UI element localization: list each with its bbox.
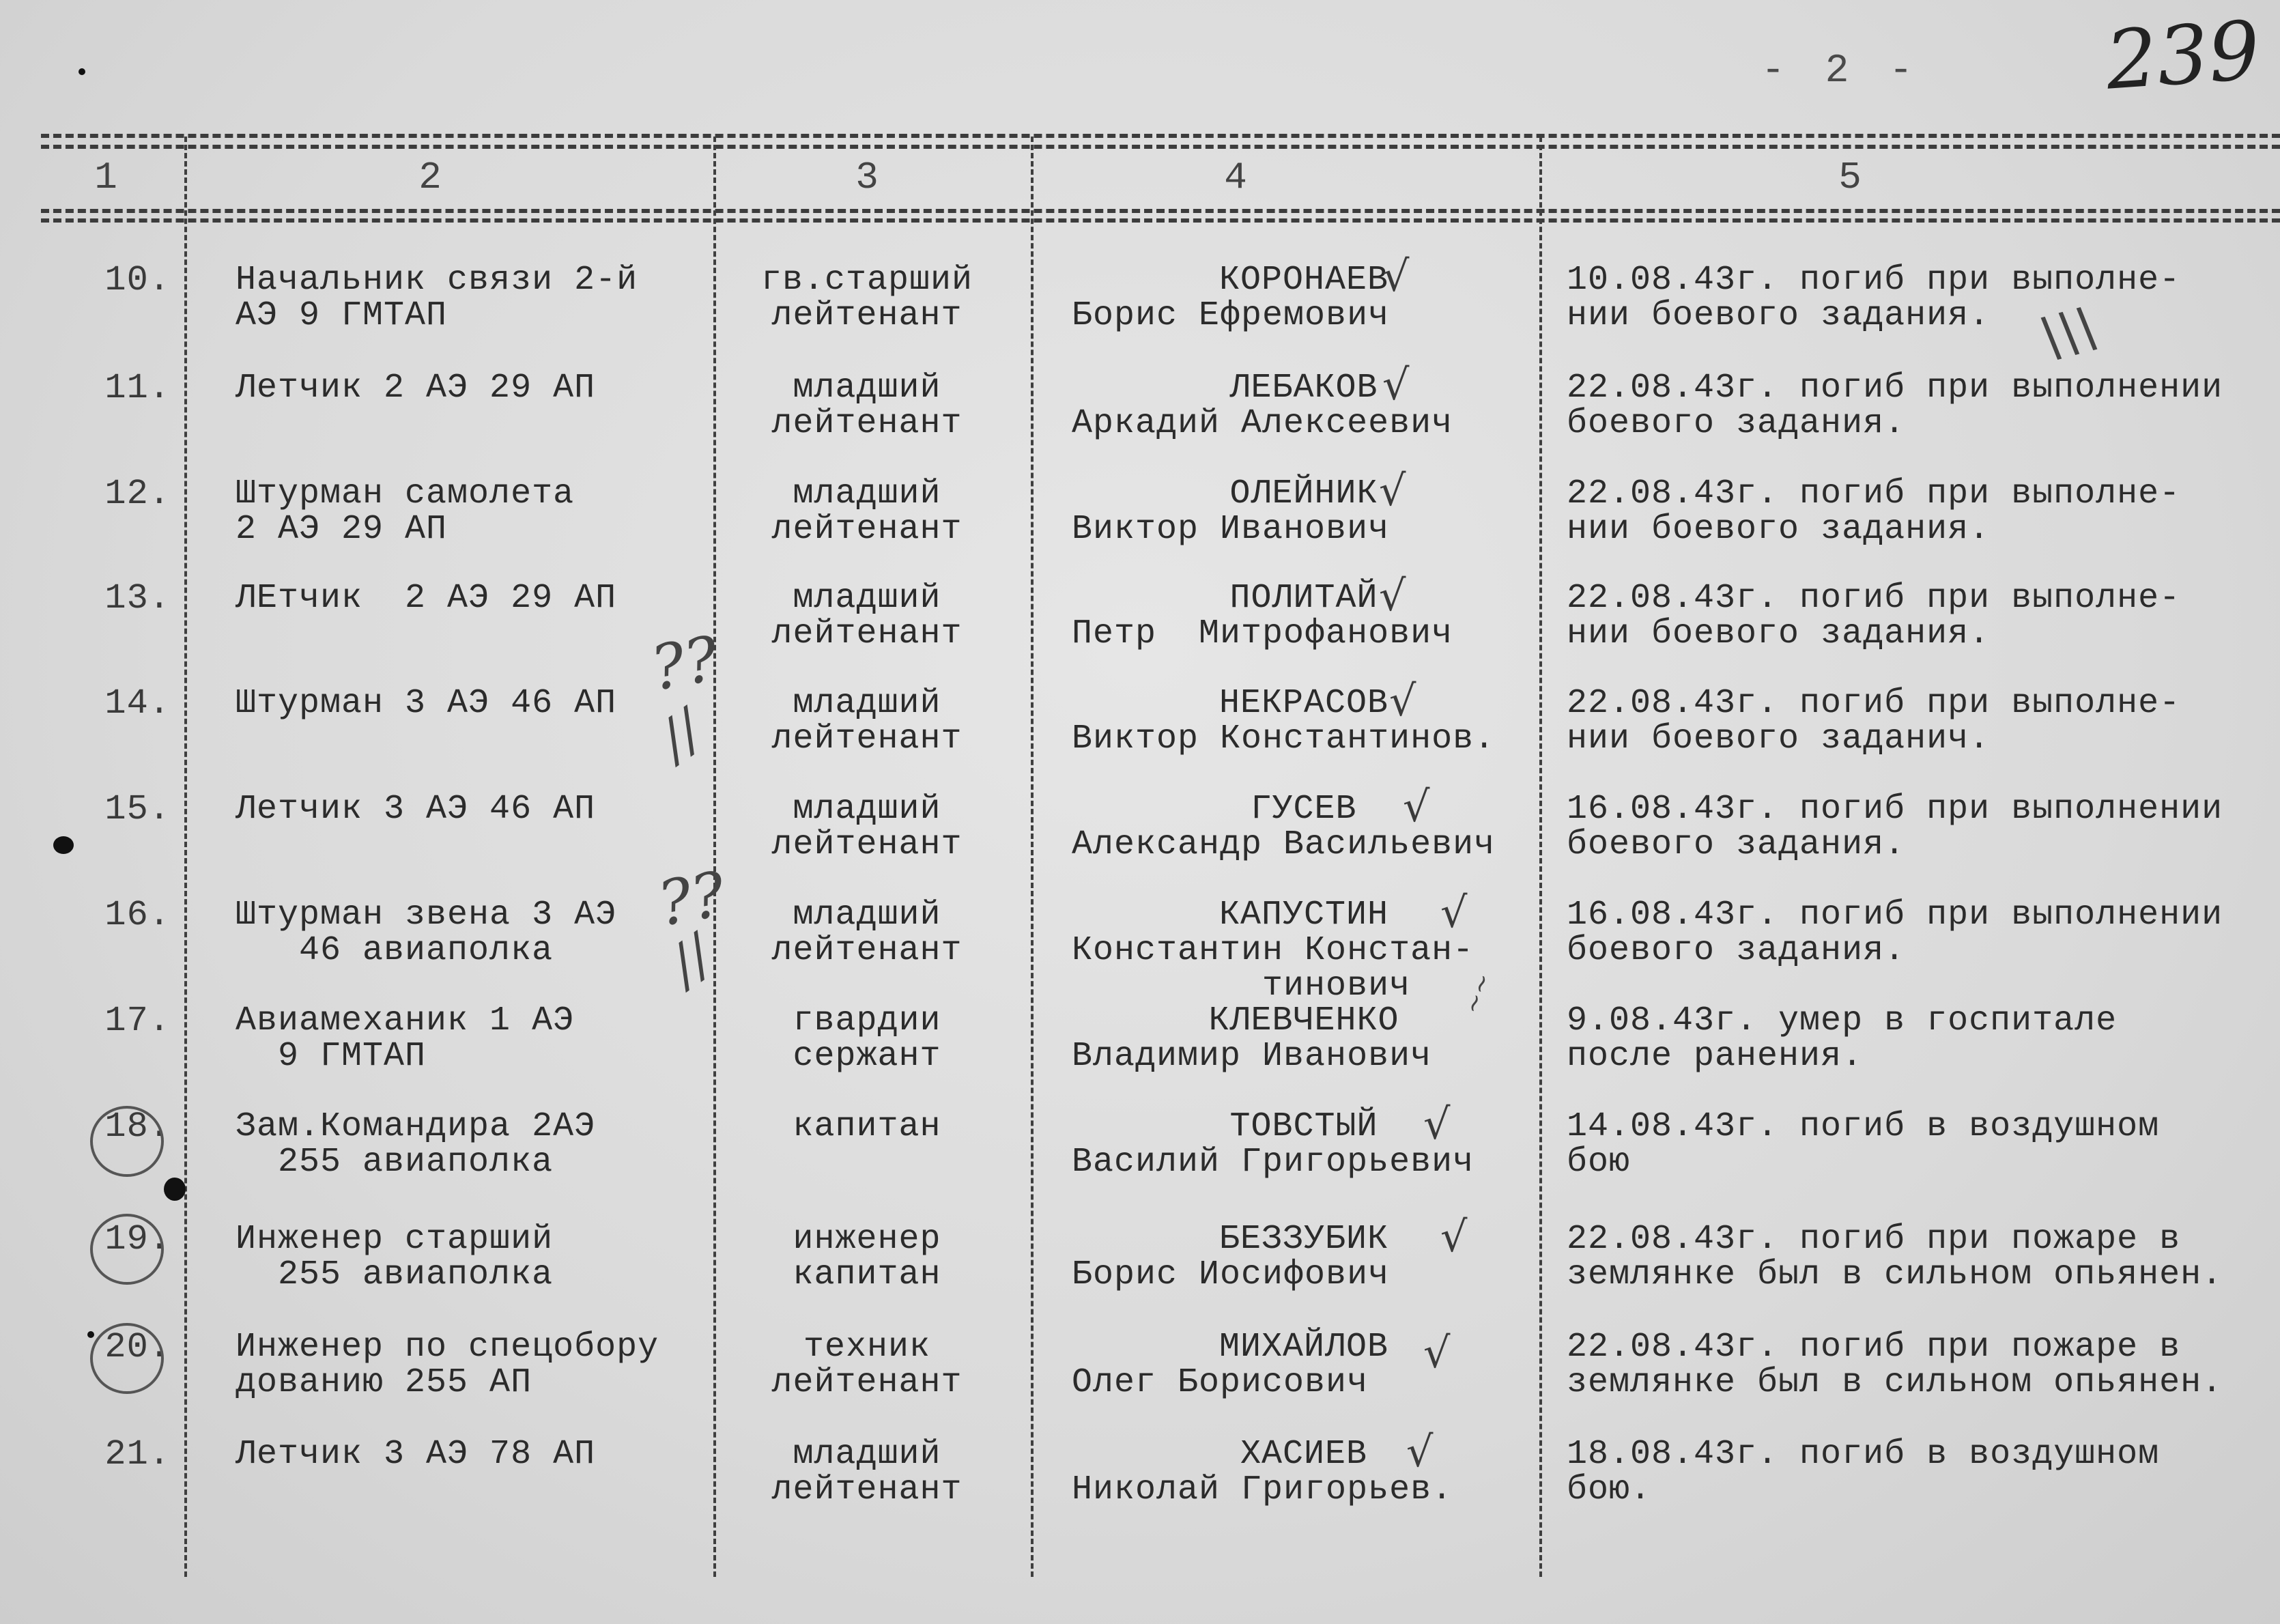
surname: ТОВСТЫЙ [1229, 1107, 1378, 1146]
handwritten-check-mark: √ [1403, 782, 1430, 831]
given-name: Николай Григорьев. [1072, 1470, 1453, 1509]
row-number: 17. [104, 1001, 171, 1041]
row-number: 18. [104, 1107, 171, 1147]
row-number: 16. [104, 895, 171, 935]
name-cell [1072, 263, 1536, 334]
archive-number-handwritten: 239 [2103, 3, 2263, 108]
row-number: 19. [104, 1219, 171, 1259]
surname: ОЛЕЙНИК [1229, 474, 1378, 513]
surname: КАПУСТИН [1219, 896, 1389, 935]
name-cell [1072, 476, 1536, 547]
position-cell: Штурман самолета 2 АЭ 29 АП [236, 474, 575, 549]
rank-cell: младший лейтенант [771, 474, 963, 549]
given-name: Константин Констан- тинович [1072, 931, 1474, 1006]
handwritten-check-mark: √ [1440, 1212, 1468, 1262]
handwritten-check-mark: √ [1423, 1328, 1451, 1378]
ink-dot [87, 1331, 94, 1338]
row-number: 21. [104, 1434, 171, 1475]
position-cell: Летчик 3 АЭ 46 АП [236, 790, 596, 829]
fate-cell: 9.08.43г. умер в госпитале после ранения. [1567, 1001, 2118, 1076]
given-name: Борис Ефремович [1072, 296, 1390, 335]
column-header-4: 4 [1224, 156, 1247, 199]
given-name: Олег Борисович [1072, 1363, 1369, 1402]
position-cell: Авиамеханик 1 АЭ 9 ГМТАП [236, 1001, 575, 1076]
row-number: 14. [104, 683, 171, 724]
rank-cell: младший лейтенант [771, 790, 963, 864]
fate-cell: 22.08.43г. погиб при пожаре в землянке был в сильном опьянен. [1567, 1220, 2223, 1294]
row-number: 12. [104, 474, 171, 514]
given-name: Владимир Иванович [1072, 1037, 1432, 1076]
position-cell: Летчик 2 АЭ 29 АП [236, 369, 596, 408]
name-cell [1072, 1330, 1536, 1401]
surname: МИХАЙЛОВ [1219, 1328, 1389, 1367]
row-number: 20. [104, 1327, 171, 1367]
position-cell: Зам.Командира 2АЭ 255 авиаполка [236, 1107, 596, 1182]
handwritten-question-mark: ?? [653, 858, 730, 941]
given-name: Виктор Константинов. [1072, 720, 1496, 758]
name-cell [1072, 1109, 1536, 1180]
name-cell [1072, 1003, 1536, 1074]
fate-cell: 16.08.43г. погиб при выполнении боевого задания. [1567, 790, 2223, 864]
surname: БЕЗЗУБИК [1219, 1220, 1389, 1259]
surname: ГУСЕВ [1251, 790, 1357, 829]
rank-cell: младший лейтенант [771, 896, 963, 970]
given-name: Виктор Иванович [1072, 510, 1390, 549]
handwritten-check-mark: √ [1440, 887, 1468, 937]
name-cell [1072, 1437, 1536, 1508]
given-name: Василий Григорьевич [1072, 1143, 1474, 1182]
handwritten-slash-mark: // [657, 923, 724, 997]
surname: КОРОНАЕВ [1219, 261, 1389, 300]
surname: ЛЕБАКОВ [1229, 369, 1378, 408]
name-cell [1072, 686, 1536, 757]
position-cell: ЛЕтчик 2 АЭ 29 АП [236, 579, 617, 618]
handwritten-check-mark: √ [1423, 1099, 1451, 1149]
handwritten-check-mark: √ [1379, 571, 1406, 621]
handwritten-note: ~~ [1457, 969, 1498, 1018]
position-cell: Инженер старший 255 авиаполка [236, 1220, 554, 1294]
rank-cell: капитан [793, 1107, 941, 1146]
rank-cell: техник лейтенант [771, 1328, 963, 1402]
row-number: 11. [104, 368, 171, 408]
handwritten-slash-mark: // [647, 698, 714, 772]
given-name: Петр Митрофанович [1072, 614, 1453, 653]
fate-cell: 22.08.43г. погиб при выполне- нии боевого задания. [1567, 474, 2181, 549]
position-cell: Начальник связи 2-й АЭ 9 ГМТАП [236, 261, 638, 335]
handwritten-check-mark: √ [1382, 251, 1410, 301]
name-cell [1072, 371, 1536, 442]
row-number-circle [90, 1106, 164, 1177]
rank-cell: инженер капитан [793, 1220, 941, 1294]
column-header-1: 1 [94, 156, 117, 199]
row-number-circle [90, 1214, 164, 1285]
fate-cell: 22.08.43г. погиб при выполне- нии боевого задания. [1567, 579, 2181, 653]
fate-cell: 16.08.43г. погиб при выполнении боевого задания. [1567, 896, 2223, 970]
rank-cell: гвардии сержант [793, 1001, 941, 1076]
rank-cell: младший лейтенант [771, 1435, 963, 1509]
row-number-circle [90, 1323, 164, 1394]
name-cell [1072, 792, 1536, 863]
name-cell [1072, 581, 1536, 652]
handwritten-question-mark: ?? [646, 623, 724, 705]
fate-cell: 18.08.43г. погиб в воздушном бою. [1567, 1435, 2160, 1509]
handwritten-check-mark: √ [1406, 1427, 1434, 1477]
surname: ХАСИЕВ [1240, 1435, 1368, 1474]
surname: НЕКРАСОВ [1219, 684, 1389, 723]
table-top-rule-double [41, 145, 2280, 149]
rank-cell: младший лейтенант [771, 369, 963, 443]
row-number: 13. [104, 578, 171, 618]
handwritten-scribble-mark: \\\ [2034, 294, 2104, 370]
fate-cell: 14.08.43г. погиб в воздушном бою [1567, 1107, 2160, 1182]
position-cell: Инженер по спецобору дованию 255 АП [236, 1328, 659, 1402]
rank-cell: гв.старший лейтенант [760, 261, 973, 335]
rank-cell: младший лейтенант [771, 684, 963, 758]
fate-cell: 22.08.43г. погиб при пожаре в землянке был в сильном опьянен. [1567, 1328, 2223, 1402]
surname: ПОЛИТАЙ [1229, 579, 1378, 618]
ink-dot [79, 68, 85, 75]
fate-cell: 10.08.43г. погиб при выполне- нии боевого задания. [1567, 261, 2181, 335]
position-cell: Летчик 3 АЭ 78 АП [236, 1435, 596, 1474]
column-separator [184, 137, 187, 1577]
given-name: Борис Иосифович [1072, 1255, 1390, 1294]
row-number: 10. [104, 260, 171, 300]
column-separator [1031, 137, 1034, 1577]
surname: КЛЕВЧЕНКО [1208, 1001, 1399, 1040]
handwritten-check-mark: √ [1389, 676, 1416, 726]
handwritten-check-mark: √ [1379, 466, 1406, 515]
row-number: 15. [104, 789, 171, 829]
handwritten-check-mark: √ [1382, 360, 1410, 410]
column-header-5: 5 [1838, 156, 1862, 199]
given-name: Аркадий Алексеевич [1072, 404, 1453, 443]
position-cell: Штурман 3 АЭ 46 АП [236, 684, 617, 723]
column-separator [1539, 137, 1542, 1577]
column-header-2: 2 [418, 156, 442, 199]
given-name: Александр Васильевич [1072, 825, 1496, 864]
ink-blot [53, 836, 74, 854]
fate-cell: 22.08.43г. погиб при выполнении боевого задания. [1567, 369, 2223, 443]
rank-cell: младший лейтенант [771, 579, 963, 653]
page-number: - 2 - [1761, 49, 1922, 94]
fate-cell: 22.08.43г. погиб при выполне- нии боевого заданич. [1567, 684, 2181, 758]
column-header-3: 3 [855, 156, 879, 199]
table-top-rule [41, 134, 2280, 138]
table-header-rule [41, 209, 2280, 213]
position-cell: Штурман звена 3 АЭ 46 авиаполка [236, 896, 617, 970]
column-separator [713, 137, 716, 1577]
ink-blot [164, 1178, 186, 1201]
table-header-rule-double [41, 218, 2280, 223]
